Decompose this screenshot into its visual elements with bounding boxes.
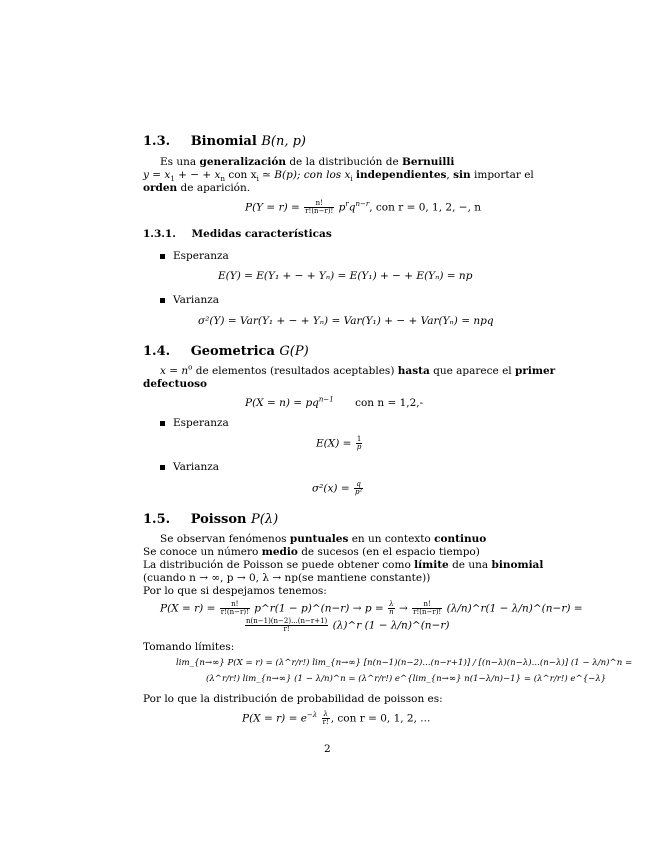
- math: P(X = n) = pq: [245, 397, 319, 409]
- text: de elementos (resultados aceptables): [195, 365, 395, 377]
- poisson-formula-a: [160, 601, 583, 616]
- numerator: n!: [412, 601, 442, 609]
- bold-term: hasta: [397, 365, 430, 377]
- bullet-label: Esperanza: [173, 250, 229, 262]
- text: que aparece el: [433, 365, 512, 377]
- fraction: [354, 481, 363, 496]
- fraction: [220, 601, 250, 616]
- bullet-icon: [160, 421, 165, 426]
- math: y = x: [143, 169, 171, 181]
- poisson-line4: (cuando n → ∞, p → 0, λ → np(se mantiene constante)): [143, 572, 431, 584]
- numerator: n(n−1)(n−2)...(n−r+1): [246, 617, 328, 625]
- text: de la distribución de: [289, 156, 399, 168]
- section-number: 1.3.: [143, 134, 171, 149]
- section-title: Geometrica: [190, 344, 275, 359]
- superscript: n−1: [318, 395, 334, 404]
- bullet-label: Varianza: [173, 461, 220, 473]
- fraction: [322, 711, 330, 726]
- subsection-heading-medidas: [143, 227, 332, 241]
- section-number: 1.5.: [143, 512, 171, 527]
- text: con n = 1,2,-: [355, 397, 424, 409]
- text: de una: [452, 559, 489, 571]
- bold-term: Bernuilli: [402, 156, 455, 168]
- bullet-esperanza: [160, 249, 229, 263]
- poisson-line5: Por lo que si despejamos tenemos:: [143, 585, 327, 597]
- section-heading-binomial: [143, 133, 306, 151]
- math: P(Y = r) =: [245, 201, 300, 214]
- section-title: Poisson: [190, 512, 247, 527]
- bullet-varianza: [160, 293, 219, 307]
- formula-esperanza-binomial: E(Y) = E(Y₁ + − + Yₙ) = E(Y₁) + − + E(Yₙ) = np: [218, 270, 473, 282]
- denominator: r!(n−r)!: [220, 608, 249, 616]
- geometrica-paragraph-line2: [143, 377, 207, 391]
- formula-esperanza-geometrica: [316, 436, 363, 451]
- section-title: Binomial: [190, 134, 257, 149]
- fraction: [304, 200, 334, 215]
- poisson-final-formula: [242, 711, 430, 726]
- numerator: n!: [220, 601, 250, 609]
- subsection-title: Medidas características: [191, 228, 332, 240]
- subsection-number: 1.3.1.: [143, 228, 176, 240]
- poisson-line6: Tomando límites:: [143, 641, 235, 653]
- bullet-label: Esperanza: [173, 417, 229, 429]
- math: x = n: [160, 365, 189, 377]
- bold-term: continuo: [434, 533, 487, 545]
- text: de sucesos (en el espacio tiempo): [301, 546, 480, 558]
- binomial-formula: P(Y = r) = $\frac{n!}{r!(n-r)!}$ $p^rq^{n-r}$, con r = 0, 1, 2, −, n: [245, 199, 482, 215]
- text: con x: [228, 169, 257, 181]
- denominator: r!(n−r)!: [413, 608, 442, 616]
- math: (λ/n)^r(1 − λ/n)^(n−r) =: [446, 602, 583, 615]
- numerator: λ: [389, 600, 394, 608]
- binomial-paragraph-line2: $y = x_1$ + − + $x_n$ con $x_i$ ≃ B(p); con los $x_i$ independientes, sin importar el: [143, 169, 534, 184]
- geometrica-paragraph-line1: [160, 364, 555, 378]
- bullet-varianza-geometrica: [160, 460, 219, 474]
- fraction: [388, 601, 395, 616]
- bold-term: sin: [453, 169, 471, 181]
- text: importar el: [474, 169, 534, 181]
- math: σ²(x) =: [312, 482, 350, 495]
- denominator: r!: [283, 625, 290, 633]
- binomial-paragraph-line3: [143, 181, 250, 195]
- poisson-formula-d: (λ^r/r!) lim_{n→∞} (1 − λ/n)^n = (λ^r/r!) e^{lim_{n→∞} n(1−λ/n)−1} = (λ^r/r!) e^{−λ}: [206, 674, 607, 684]
- denominator: n: [389, 608, 394, 616]
- text: Es una: [160, 156, 197, 168]
- math: , con r = 0, 1, 2, ...: [330, 712, 431, 725]
- bold-term: independientes: [356, 169, 447, 181]
- poisson-formula-c: lim_{n→∞} P(X = r) = (λ^r/r!) lim_{n→∞} [n(n−1)(n−2)...(n−r+1)] / [(n−λ)(n−λ)...(n−λ)] (1 − λ/n)^n =: [176, 658, 633, 668]
- math: P(X = r) = e: [242, 712, 307, 725]
- section-heading-geometrica: [143, 343, 309, 361]
- numerator: q: [354, 481, 363, 489]
- text: en un contexto: [351, 533, 431, 545]
- page-number: 2: [324, 743, 331, 755]
- bold-term: defectuoso: [143, 378, 208, 390]
- numerator: 1: [356, 435, 362, 443]
- fraction: [412, 601, 442, 616]
- math: ≃ B(p); con los x: [262, 169, 351, 181]
- bold-term: primer: [514, 365, 556, 377]
- section-heading-poisson: [143, 511, 278, 529]
- text: ,: [446, 169, 450, 181]
- superscript: o: [188, 363, 193, 372]
- formula-varianza-binomial: σ²(Y) = Var(Y₁ + − + Yₙ) = Var(Y₁) + − + Var(Yₙ) = npq: [198, 315, 494, 327]
- denominator: r!(n−r)!: [305, 207, 334, 215]
- math: , con r = 0, 1, 2, −, n: [369, 201, 482, 214]
- math: q: [348, 201, 356, 214]
- text: La distribución de Poisson se puede obtener como: [143, 559, 411, 571]
- text: de aparición.: [180, 182, 251, 194]
- section-title-math: G(P): [279, 344, 309, 359]
- bold-term: binomial: [491, 559, 544, 571]
- bullet-label: Varianza: [173, 294, 220, 306]
- bullet-icon: [160, 254, 165, 259]
- poisson-formula-b: [244, 618, 449, 633]
- math: P(X = r) =: [160, 602, 216, 615]
- poisson-line7: Por lo que la distribución de probabilidad de poisson es:: [143, 693, 443, 705]
- bold-term: límite: [414, 559, 449, 571]
- section-title-math: B(n, p): [261, 134, 306, 149]
- math: E(X) =: [316, 437, 352, 450]
- denominator: p²: [354, 488, 363, 496]
- math: (λ)^r (1 − λ/n)^(n−r): [332, 619, 450, 632]
- denominator: r!: [322, 718, 329, 726]
- text: Se observan fenómenos: [160, 533, 287, 545]
- denominator: p: [356, 443, 362, 451]
- text: Se conoce un número: [143, 546, 259, 558]
- formula-varianza-geometrica: [312, 481, 364, 496]
- superscript: −λ: [306, 711, 318, 719]
- bold-term: generalización: [199, 156, 286, 168]
- geometrica-formula: [245, 396, 423, 410]
- math: p^r(1 − p)^(n−r) → p =: [254, 602, 384, 615]
- bold-term: puntuales: [289, 533, 349, 545]
- bold-term: medio: [261, 546, 298, 558]
- bullet-icon: [160, 298, 165, 303]
- bold-term: orden: [143, 182, 178, 194]
- bullet-icon: [160, 465, 165, 470]
- fraction: [356, 436, 362, 451]
- section-title-math: P(λ): [251, 512, 279, 527]
- math: + − + x: [178, 169, 221, 181]
- math: →: [398, 602, 408, 615]
- bullet-esperanza-geometrica: [160, 416, 229, 430]
- fraction: [245, 618, 328, 633]
- numerator: λ: [323, 710, 328, 718]
- numerator: n!: [304, 200, 334, 208]
- math: p: [338, 201, 346, 214]
- section-number: 1.4.: [143, 344, 171, 359]
